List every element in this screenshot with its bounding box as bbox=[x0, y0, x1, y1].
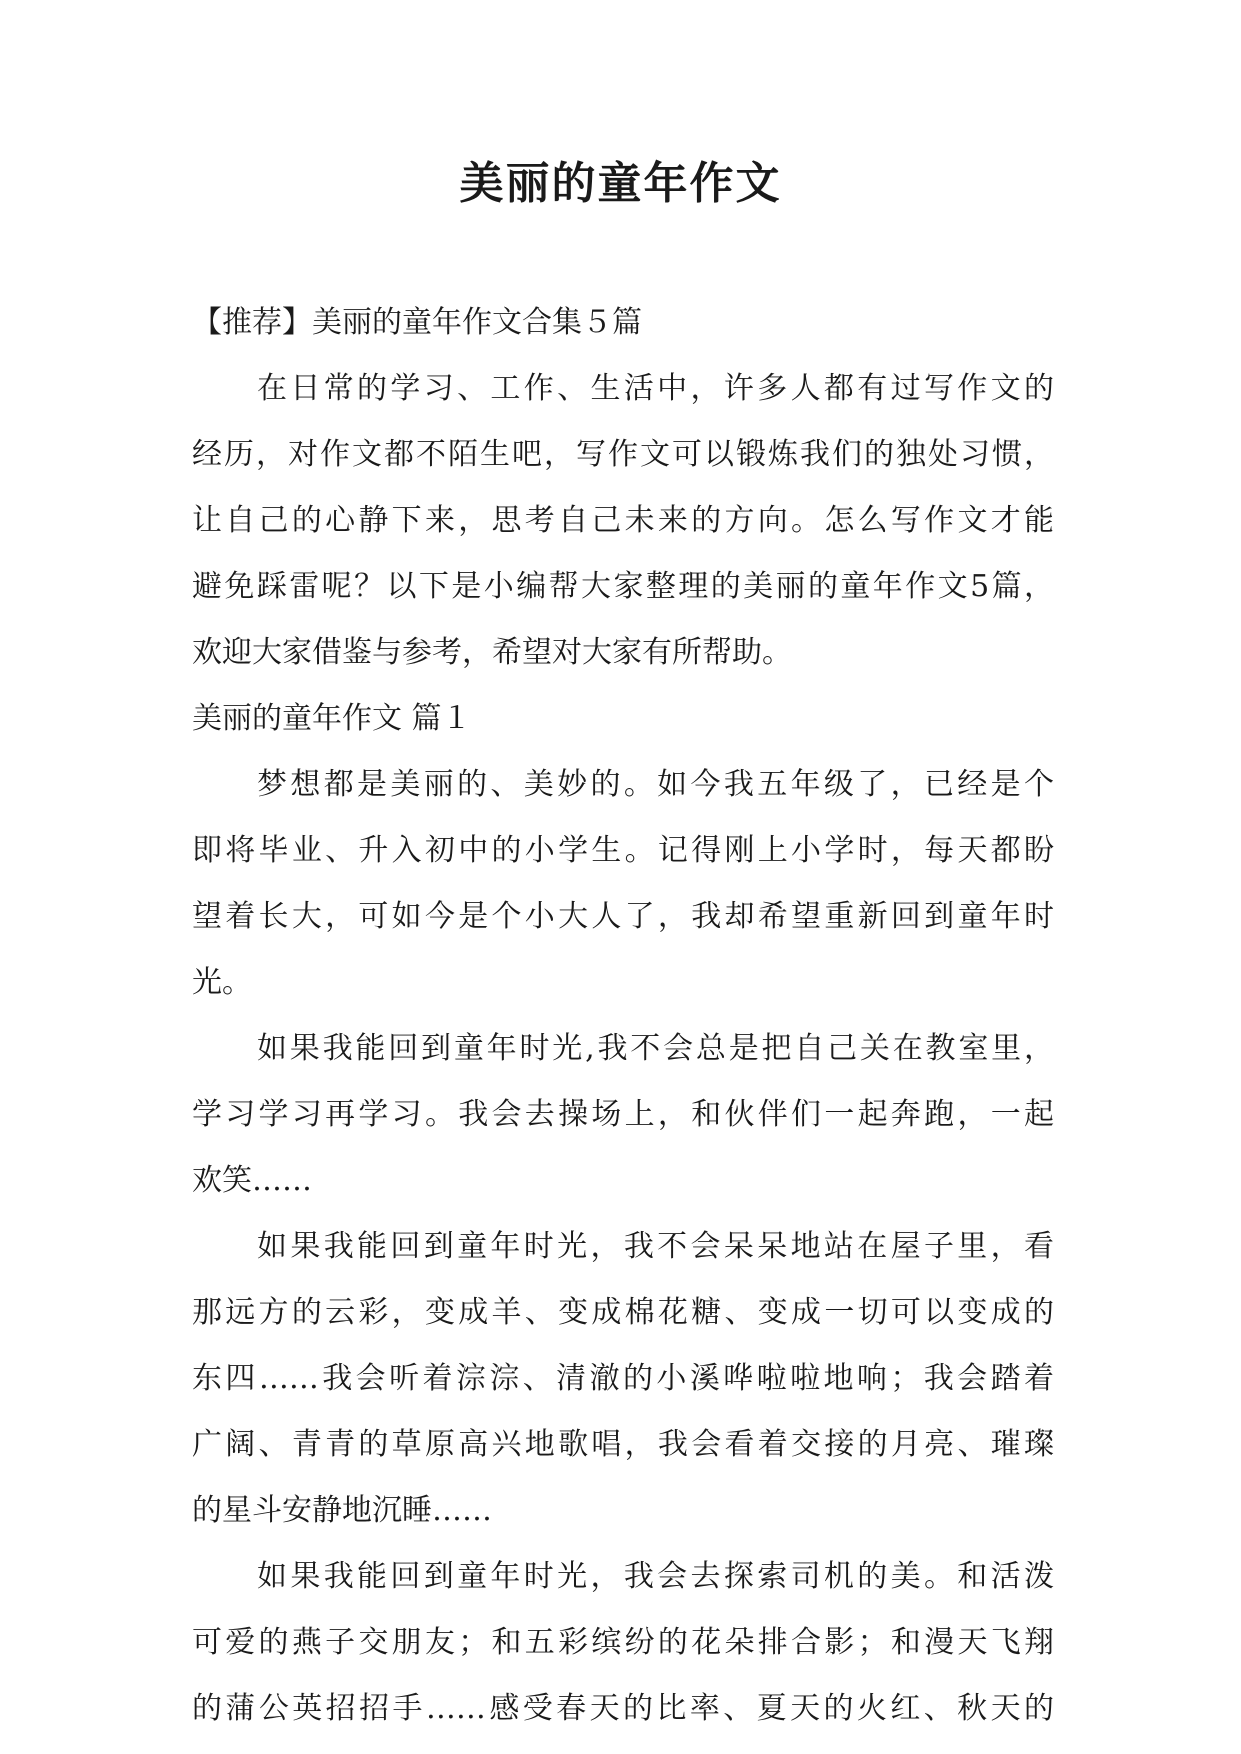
paragraph-line: 如果我能回到童年时光，我会去探索司机的美。和活泼 bbox=[257, 1559, 1054, 1594]
paragraph-line: 在日常的学习、工作、生活中，许多人都有过写作文的 bbox=[257, 371, 1054, 406]
paragraph-line: 那远方的云彩，变成羊、变成棉花糖、变成一切可以变成的 bbox=[192, 1295, 1054, 1330]
paragraph-line: 的蒲公英招招手……感受春天的比率、夏天的火红、秋天的 bbox=[192, 1691, 1054, 1726]
paragraph-line: 光。 bbox=[192, 965, 252, 1000]
paragraph-line: 东四……我会听着淙淙、清澈的小溪哗啦啦地响；我会踏着 bbox=[192, 1361, 1054, 1396]
paragraph-line: 如果我能回到童年时光,我不会总是把自己关在教室里， bbox=[257, 1031, 1054, 1066]
paragraph-line: 可爱的燕子交朋友；和五彩缤纷的花朵排合影；和漫天飞翔 bbox=[192, 1625, 1054, 1660]
paragraph-line: 望着长大，可如今是个小大人了，我却希望重新回到童年时 bbox=[192, 899, 1054, 934]
paragraph-line: 的星斗安静地沉睡…… bbox=[192, 1493, 492, 1528]
paragraph-line: 广阔、青青的草原高兴地歌唱，我会看着交接的月亮、璀璨 bbox=[192, 1427, 1054, 1462]
subtitle-line: 【推荐】美丽的童年作文合集５篇 bbox=[192, 305, 642, 340]
document-title: 美丽的童年作文 bbox=[459, 158, 782, 209]
paragraph-line: 避免踩雷呢？以下是小编帮大家整理的美丽的童年作文5篇， bbox=[192, 569, 1054, 604]
paragraph-line: 经历，对作文都不陌生吧，写作文可以锻炼我们的独处习惯， bbox=[192, 437, 1054, 472]
paragraph-line: 学习学习再学习。我会去操场上，和伙伴们一起奔跑，一起 bbox=[192, 1097, 1054, 1132]
paragraph-line: 梦想都是美丽的、美妙的。如今我五年级了，已经是个 bbox=[257, 767, 1054, 802]
paragraph-line: 欢笑…… bbox=[192, 1163, 312, 1198]
section-heading: 美丽的童年作文 篇１ bbox=[192, 701, 472, 736]
document-body bbox=[192, 290, 1054, 1742]
paragraph-line: 欢迎大家借鉴与参考，希望对大家有所帮助。 bbox=[192, 635, 792, 670]
paragraph-line: 即将毕业、升入初中的小学生。记得刚上小学时，每天都盼 bbox=[192, 833, 1054, 868]
paragraph-line: 让自己的心静下来，思考自己未来的方向。怎么写作文才能 bbox=[192, 503, 1054, 538]
paragraph-line: 如果我能回到童年时光，我不会呆呆地站在屋子里，看 bbox=[257, 1229, 1054, 1264]
